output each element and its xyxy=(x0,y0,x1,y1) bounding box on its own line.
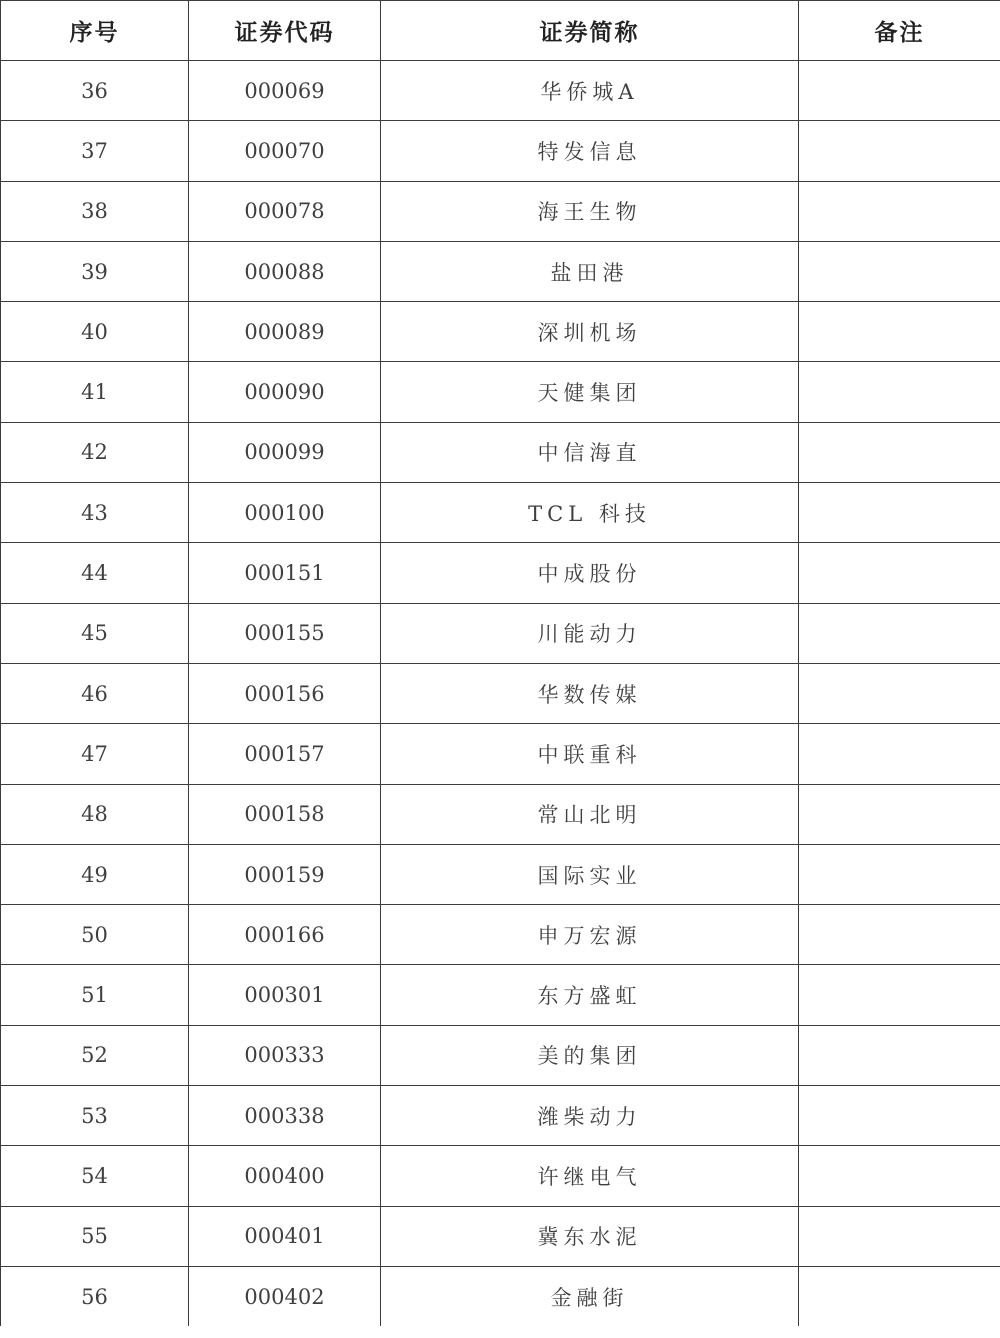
cell-serial-number: 54 xyxy=(1,1146,189,1206)
cell-security-name: 华数传媒 xyxy=(381,663,799,723)
cell-remarks xyxy=(799,663,1000,723)
cell-remarks xyxy=(799,181,1000,241)
cell-remarks xyxy=(799,543,1000,603)
table-row xyxy=(1,603,1000,663)
table-row xyxy=(1,1266,1000,1326)
cell-security-code: 000159 xyxy=(189,844,381,904)
cell-security-code: 000088 xyxy=(189,241,381,301)
table-row xyxy=(1,543,1000,603)
cell-security-code: 000157 xyxy=(189,724,381,784)
cell-security-name: 冀东水泥 xyxy=(381,1206,799,1266)
table-row xyxy=(1,724,1000,784)
cell-security-name: 申万宏源 xyxy=(381,905,799,965)
cell-serial-number: 40 xyxy=(1,302,189,362)
table-row xyxy=(1,1206,1000,1266)
table-row xyxy=(1,483,1000,543)
cell-remarks xyxy=(799,965,1000,1025)
cell-security-name: 川能动力 xyxy=(381,603,799,663)
table-row xyxy=(1,121,1000,181)
cell-security-name: 国际实业 xyxy=(381,844,799,904)
table-row xyxy=(1,784,1000,844)
cell-security-code: 000069 xyxy=(189,61,381,121)
cell-serial-number: 51 xyxy=(1,965,189,1025)
cell-security-code: 000070 xyxy=(189,121,381,181)
cell-security-name: 特发信息 xyxy=(381,121,799,181)
cell-remarks xyxy=(799,61,1000,121)
table-row xyxy=(1,241,1000,301)
cell-remarks xyxy=(799,1086,1000,1146)
cell-security-name: 天健集团 xyxy=(381,362,799,422)
cell-serial-number: 55 xyxy=(1,1206,189,1266)
cell-remarks xyxy=(799,362,1000,422)
cell-security-code: 000090 xyxy=(189,362,381,422)
cell-remarks xyxy=(799,121,1000,181)
cell-serial-number: 48 xyxy=(1,784,189,844)
cell-remarks xyxy=(799,241,1000,301)
table-row xyxy=(1,965,1000,1025)
cell-security-code: 000301 xyxy=(189,965,381,1025)
cell-security-name: 潍柴动力 xyxy=(381,1086,799,1146)
cell-security-name: 金融街 xyxy=(381,1266,799,1326)
header-security-name: 证券简称 xyxy=(381,1,799,61)
cell-security-code: 000158 xyxy=(189,784,381,844)
cell-serial-number: 39 xyxy=(1,241,189,301)
table-row xyxy=(1,905,1000,965)
table-row xyxy=(1,362,1000,422)
cell-serial-number: 41 xyxy=(1,362,189,422)
cell-serial-number: 49 xyxy=(1,844,189,904)
cell-serial-number: 36 xyxy=(1,61,189,121)
cell-remarks xyxy=(799,603,1000,663)
cell-serial-number: 56 xyxy=(1,1266,189,1326)
table-body xyxy=(1,61,1000,1327)
cell-remarks xyxy=(799,1206,1000,1266)
cell-security-code: 000089 xyxy=(189,302,381,362)
cell-security-code: 000338 xyxy=(189,1086,381,1146)
table-row xyxy=(1,844,1000,904)
cell-security-name: 美的集团 xyxy=(381,1025,799,1085)
cell-security-code: 000155 xyxy=(189,603,381,663)
cell-security-name: 中信海直 xyxy=(381,422,799,482)
cell-security-code: 000402 xyxy=(189,1266,381,1326)
cell-security-code: 000166 xyxy=(189,905,381,965)
table-row xyxy=(1,663,1000,723)
cell-security-code: 000333 xyxy=(189,1025,381,1085)
cell-security-name: 海王生物 xyxy=(381,181,799,241)
table-row xyxy=(1,422,1000,482)
cell-security-code: 000156 xyxy=(189,663,381,723)
cell-remarks xyxy=(799,483,1000,543)
cell-remarks xyxy=(799,724,1000,784)
cell-security-name: 东方盛虹 xyxy=(381,965,799,1025)
cell-security-name: 深圳机场 xyxy=(381,302,799,362)
cell-serial-number: 44 xyxy=(1,543,189,603)
header-remarks: 备注 xyxy=(799,1,1000,61)
cell-security-name: 中联重科 xyxy=(381,724,799,784)
table-row xyxy=(1,302,1000,362)
table-row xyxy=(1,61,1000,121)
cell-security-name: 常山北明 xyxy=(381,784,799,844)
cell-serial-number: 42 xyxy=(1,422,189,482)
cell-security-name: 华侨城A xyxy=(381,61,799,121)
cell-remarks xyxy=(799,1025,1000,1085)
table-row xyxy=(1,1086,1000,1146)
cell-remarks xyxy=(799,784,1000,844)
cell-serial-number: 38 xyxy=(1,181,189,241)
cell-security-code: 000078 xyxy=(189,181,381,241)
cell-security-code: 000099 xyxy=(189,422,381,482)
cell-serial-number: 53 xyxy=(1,1086,189,1146)
cell-serial-number: 45 xyxy=(1,603,189,663)
cell-remarks xyxy=(799,1146,1000,1206)
cell-serial-number: 47 xyxy=(1,724,189,784)
cell-remarks xyxy=(799,905,1000,965)
table-row xyxy=(1,1025,1000,1085)
cell-remarks xyxy=(799,844,1000,904)
table-row xyxy=(1,1146,1000,1206)
cell-security-code: 000400 xyxy=(189,1146,381,1206)
table-header-row xyxy=(1,1,1000,61)
cell-serial-number: 43 xyxy=(1,483,189,543)
cell-security-code: 000401 xyxy=(189,1206,381,1266)
header-security-code: 证券代码 xyxy=(189,1,381,61)
cell-remarks xyxy=(799,302,1000,362)
cell-security-name: TCL 科技 xyxy=(381,483,799,543)
cell-serial-number: 50 xyxy=(1,905,189,965)
cell-security-code: 000100 xyxy=(189,483,381,543)
cell-remarks xyxy=(799,422,1000,482)
cell-security-name: 盐田港 xyxy=(381,241,799,301)
cell-serial-number: 37 xyxy=(1,121,189,181)
cell-serial-number: 52 xyxy=(1,1025,189,1085)
cell-security-code: 000151 xyxy=(189,543,381,603)
cell-remarks xyxy=(799,1266,1000,1326)
cell-serial-number: 46 xyxy=(1,663,189,723)
cell-security-name: 中成股份 xyxy=(381,543,799,603)
header-serial-number: 序号 xyxy=(1,1,189,61)
table-row xyxy=(1,181,1000,241)
cell-security-name: 许继电气 xyxy=(381,1146,799,1206)
